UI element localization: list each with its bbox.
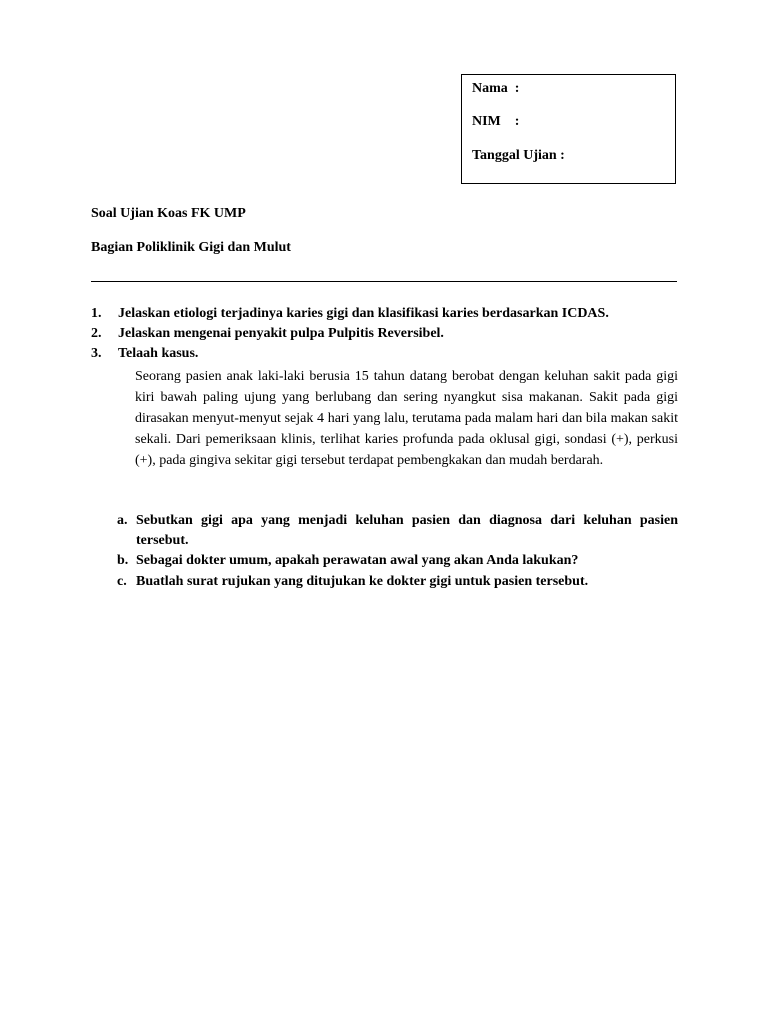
sub-question-letter: b.: [117, 553, 129, 568]
question-number: 1.: [91, 306, 102, 321]
department-title: Bagian Poliklinik Gigi dan Mulut: [91, 240, 291, 255]
sub-question-item: [117, 551, 678, 571]
sub-question-item: [117, 511, 678, 551]
question-item: [91, 346, 198, 362]
question-text: Jelaskan mengenai penyakit pulpa Pulpitis Reversibel.: [118, 326, 444, 341]
sub-question-text: Sebagai dokter umum, apakah perawatan awal yang akan Anda lakukan?: [136, 553, 579, 568]
name-label: Nama :: [472, 81, 520, 96]
question-number: 3.: [91, 346, 102, 361]
sub-question-item: [117, 572, 678, 592]
exam-title: Soal Ujian Koas FK UMP: [91, 206, 246, 221]
question-item: [91, 306, 609, 322]
nim-label: NIM :: [472, 114, 520, 129]
sub-question-text: Buatlah surat rujukan yang ditujukan ke dokter gigi untuk pasien tersebut.: [136, 574, 589, 589]
question-text: Telaah kasus.: [118, 346, 199, 361]
sub-question-letter: c.: [117, 574, 127, 589]
case-description: Seorang pasien anak laki-laki berusia 15 tahun datang berobat dengan keluhan sakit pada gigi kiri bawah paling ujung yang berlubang dan sering nyangkut sisa makanan. Sakit pada gigi dirasakan menyut-menyut sejak 4 hari yang lalu, terutama pada malam hari dan bila makan sakit sekali. Dari pemeriksaan klinis, terlihat karies profunda pada oklusal gigi, sondasi (+), perkusi (+), pada gingiva sekitar gigi tersebut terdapat pembengkakan dan mudah berdarah.: [135, 369, 678, 468]
student-id-box: [461, 74, 676, 184]
question-text: Jelaskan etiologi terjadinya karies gigi dan klasifikasi karies berdasarkan ICDAS.: [118, 306, 609, 321]
question-item: [91, 326, 444, 342]
divider-line: [91, 281, 677, 282]
sub-question-text: Sebutkan gigi apa yang menjadi keluhan pasien dan diagnosa dari keluhan pasien tersebut.: [136, 513, 678, 548]
question-number: 2.: [91, 326, 102, 341]
sub-question-letter: a.: [117, 513, 128, 528]
exam-date-label: Tanggal Ujian :: [472, 148, 565, 163]
